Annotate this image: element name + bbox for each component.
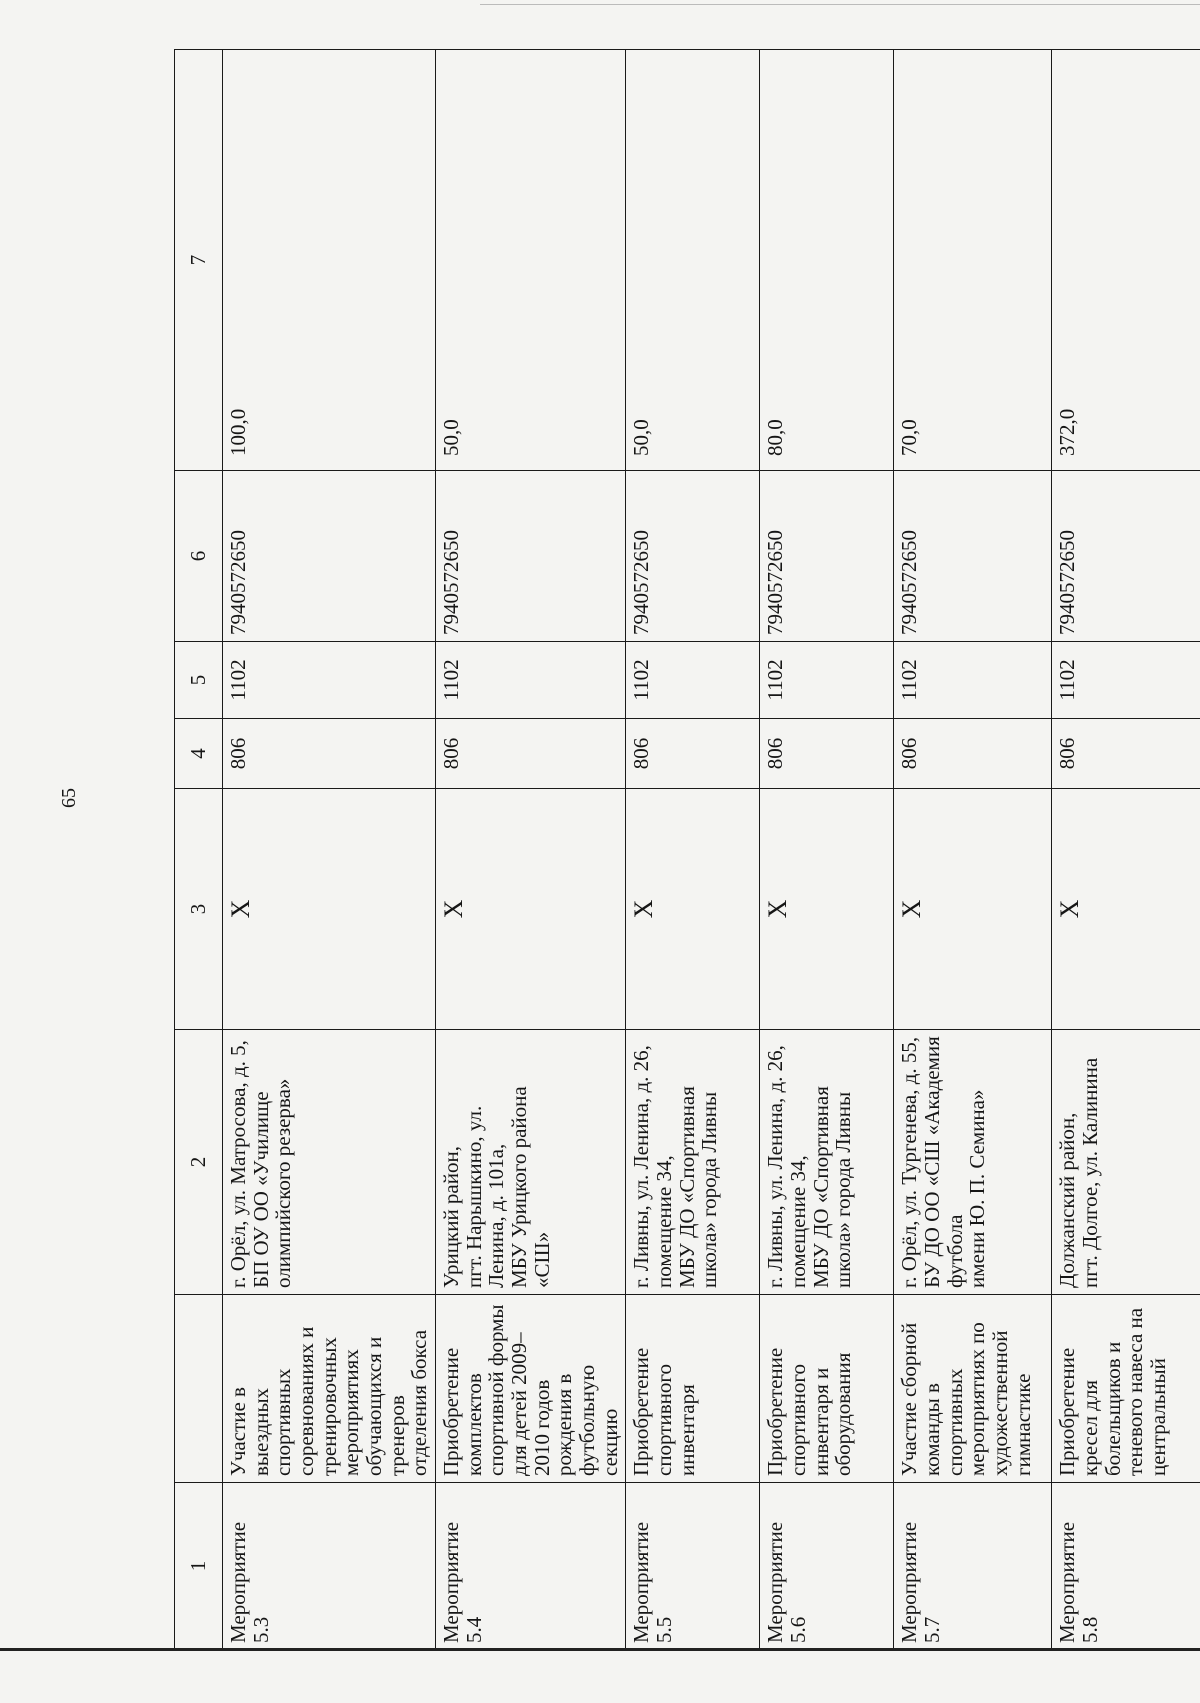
event-cell: Мероприятие 5.7 (894, 1483, 1052, 1650)
col6-cell: 7940572650 (436, 471, 626, 642)
address-cell: г. Ливны, ул. Ленина, д. 26, помещение 34, МБУ ДО «Спортивная школа» города Ливны (626, 1030, 760, 1295)
event-cell: Мероприятие 5.4 (436, 1483, 626, 1650)
col7-cell: 372,0 (1052, 50, 1200, 471)
address-cell: Урицкий район, пгт. Нарышкино, ул. Ленина, д. 101а, МБУ Урицкого района «СШ» (436, 1030, 626, 1295)
event-cell: Мероприятие 5.6 (760, 1483, 894, 1650)
page-number: 65 (58, 788, 80, 808)
table-row (626, 50, 760, 1650)
header-col-3: 3 (175, 789, 223, 1030)
header-col-5: 5 (175, 642, 223, 719)
col3-cell: X (1052, 789, 1200, 1030)
col7-cell: 70,0 (894, 50, 1052, 471)
col4-cell: 806 (626, 719, 760, 789)
bottom-edge-line (0, 1648, 1200, 1651)
description-cell: Приобретение спортивного инвентаря (626, 1295, 760, 1483)
top-edge-line (480, 4, 1200, 5)
col5-cell: 1102 (1052, 642, 1200, 719)
address-cell: г. Орёл, ул. Матросова, д. 5, БП ОУ ОО «Училище олимпийского резерва» (223, 1030, 436, 1295)
col3-cell: X (760, 789, 894, 1030)
col6-cell: 7940572650 (1052, 471, 1200, 642)
col6-cell: 7940572650 (760, 471, 894, 642)
col5-cell: 1102 (626, 642, 760, 719)
col7-cell: 50,0 (436, 50, 626, 471)
col4-cell: 806 (1052, 719, 1200, 789)
col4-cell: 806 (436, 719, 626, 789)
col7-cell: 100,0 (223, 50, 436, 471)
col4-cell: 806 (760, 719, 894, 789)
col6-cell: 7940572650 (223, 471, 436, 642)
description-cell: Участие сборной команды в спортивных мероприятиях по художественной гимнастике (894, 1295, 1052, 1483)
col5-cell: 1102 (894, 642, 1052, 719)
description-cell: Участие в выездных спортивных соревнованиях и тренировочных мероприятиях обучающихся и тренеров отделения бокса (223, 1295, 436, 1483)
col7-cell: 50,0 (626, 50, 760, 471)
header-col-2: 2 (175, 1030, 223, 1295)
col4-cell: 806 (223, 719, 436, 789)
col3-cell: X (223, 789, 436, 1030)
header-col-1: 1 (175, 1483, 223, 1650)
address-cell: Должанский район, пгт. Долгое, ул. Калинина (1052, 1030, 1200, 1295)
col3-cell: X (436, 789, 626, 1030)
col6-cell: 7940572650 (626, 471, 760, 642)
header-col-4: 4 (175, 719, 223, 789)
table-row (760, 50, 894, 1650)
rotated-table-container (174, 50, 1192, 1650)
table-row (1052, 50, 1200, 1650)
table-row (436, 50, 626, 1650)
event-cell: Мероприятие 5.8 (1052, 1483, 1200, 1650)
header-col-1-cont (175, 1295, 223, 1483)
description-cell: Приобретение кресел для болельщиков и теневого навеса на центральный (1052, 1295, 1200, 1483)
description-cell: Приобретение комплектов спортивной формы для детей 2009–2010 годов рождения в футбольную секцию (436, 1295, 626, 1483)
header-col-7: 7 (175, 50, 223, 471)
event-cell: Мероприятие 5.3 (223, 1483, 436, 1650)
header-col-6: 6 (175, 471, 223, 642)
col5-cell: 1102 (223, 642, 436, 719)
col4-cell: 806 (894, 719, 1052, 789)
address-cell: г. Ливны, ул. Ленина, д. 26, помещение 34, МБУ ДО «Спортивная школа» города Ливны (760, 1030, 894, 1295)
col5-cell: 1102 (760, 642, 894, 719)
col5-cell: 1102 (436, 642, 626, 719)
col3-cell: X (626, 789, 760, 1030)
col7-cell: 80,0 (760, 50, 894, 471)
header-row (175, 50, 223, 1650)
col3-cell: X (894, 789, 1052, 1030)
table-row (223, 50, 436, 1650)
table-row (894, 50, 1052, 1650)
events-table (174, 49, 1200, 1650)
description-cell: Приобретение спортивного инвентаря и оборудования (760, 1295, 894, 1483)
event-cell: Мероприятие 5.5 (626, 1483, 760, 1650)
address-cell: г. Орёл, ул. Тургенева, д. 55, БУ ДО ОО «СШ «Академия футбола имени Ю. П. Семина» (894, 1030, 1052, 1295)
col6-cell: 7940572650 (894, 471, 1052, 642)
